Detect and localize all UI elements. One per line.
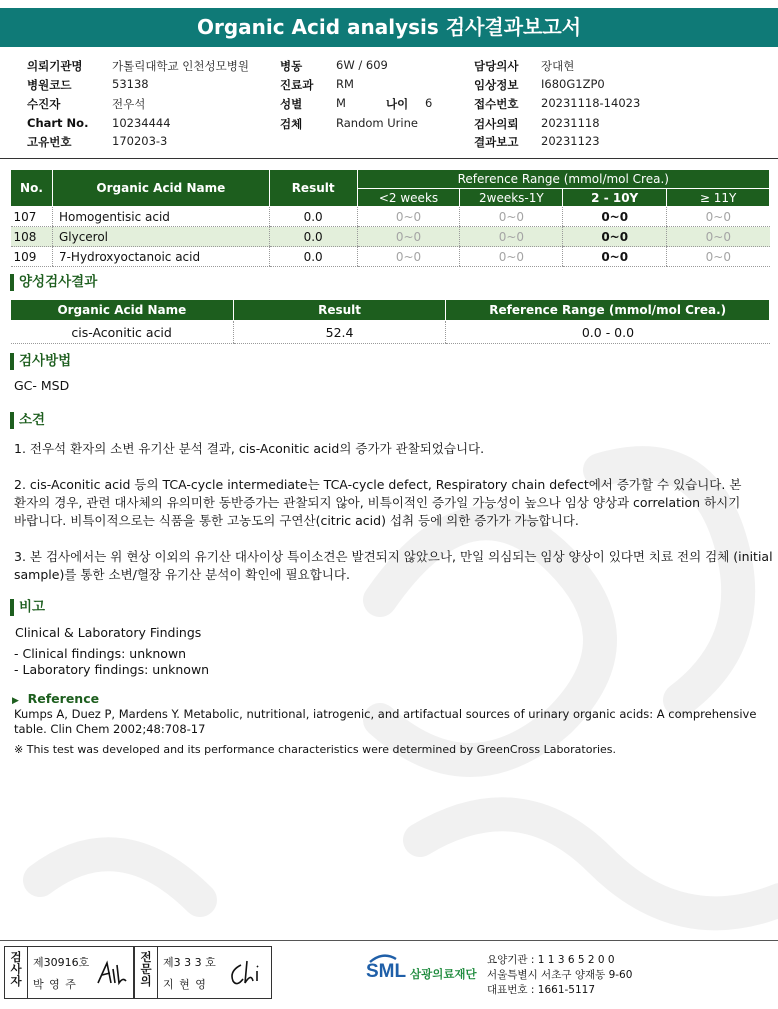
label-report-date: 결과보고 xyxy=(474,135,519,149)
patient-info xyxy=(0,54,778,154)
remarks-line3: - Laboratory findings: unknown xyxy=(14,662,210,677)
signature-image xyxy=(227,957,267,989)
value-doctor: 장대현 xyxy=(541,59,575,73)
cell-ref-3: 0~0 xyxy=(563,227,667,247)
value-clinical-info: I680G1ZP0 xyxy=(541,77,605,91)
role-specialist-text: 전문의 xyxy=(140,950,152,988)
table-row xyxy=(11,321,770,344)
value-institution: 가톨릭대학교 인천성모병원 xyxy=(112,59,249,73)
cell-result: 0.0 xyxy=(269,247,357,267)
signature-image xyxy=(95,957,129,989)
cell-ref-2: 0~0 xyxy=(460,207,563,227)
contact-line3: 대표번호 : 1661-5117 xyxy=(487,984,596,996)
sig-divider xyxy=(27,947,28,998)
label-department: 진료과 xyxy=(280,78,314,92)
cell-ref-4: 0~0 xyxy=(667,227,770,247)
reference-line2: table. Clin Chem 2002;48:708-17 xyxy=(14,722,206,736)
report-title: Organic Acid analysis 검사결과보고서 xyxy=(0,8,778,47)
cell-ref-2: 0~0 xyxy=(460,247,563,267)
cell-ref-1: 0~0 xyxy=(357,227,460,247)
method-text: GC- MSD xyxy=(14,378,70,393)
section-title-findings: 소견 xyxy=(10,412,45,429)
cell-no: 108 xyxy=(11,227,53,247)
reference-note-text: This test was developed and its performance characteristics were determined by GreenCross Laboratories. xyxy=(26,743,617,756)
reference-title: Reference xyxy=(27,691,100,706)
label-specimen: 검체 xyxy=(280,117,303,131)
cell-result: 0.0 xyxy=(269,207,357,227)
table-row xyxy=(11,227,770,247)
table-row xyxy=(11,247,770,267)
reference-note xyxy=(14,742,616,757)
contact-info xyxy=(487,953,632,998)
cell-result: 0.0 xyxy=(269,227,357,247)
signature-box-specialist xyxy=(134,946,272,999)
col-header-name: Organic Acid Name xyxy=(52,170,269,207)
reference-line1: Kumps A, Duez P, Mardens Y. Metabolic, nutritional, iatrogenic, and artifactual sources of urinary organic acids: A comprehensive xyxy=(14,707,757,721)
sig-divider xyxy=(157,947,158,998)
footer-divider xyxy=(0,940,778,941)
col-header-no: No. xyxy=(11,170,53,207)
col-header-name: Organic Acid Name xyxy=(11,300,234,321)
cell-reference: 0.0 - 0.0 xyxy=(446,321,770,344)
value-department: RM xyxy=(336,77,354,91)
cell-name: cis-Aconitic acid xyxy=(11,321,234,344)
label-request-date: 검사의뢰 xyxy=(474,117,519,131)
findings-p3-line1: 3. 본 검사에서는 위 현상 이외의 유기산 대사이상 특이소견은 발견되지 않았으나, 만일 의심되는 임상 양상이 있다면 치료 전의 검체 (initial xyxy=(14,549,773,564)
label-doctor: 담당의사 xyxy=(474,59,519,73)
name-technician: 박 영 주 xyxy=(33,978,77,991)
cell-ref-4: 0~0 xyxy=(667,207,770,227)
cell-ref-2: 0~0 xyxy=(460,227,563,247)
value-age: 6 xyxy=(425,96,433,110)
col-header-ref-2: 2weeks-1Y xyxy=(460,189,563,207)
organic-acid-table xyxy=(10,169,770,267)
col-header-result: Result xyxy=(233,300,446,321)
cell-no: 107 xyxy=(11,207,53,227)
value-chart-no: 10234444 xyxy=(112,116,171,130)
section-title-positive: 양성검사결과 xyxy=(10,274,97,291)
cell-ref-1: 0~0 xyxy=(357,247,460,267)
asterisk-icon: ※ xyxy=(14,743,24,756)
org-name: 삼광의료재단 xyxy=(410,967,477,981)
value-receipt-no: 20231118-14023 xyxy=(541,96,641,110)
cell-no: 109 xyxy=(11,247,53,267)
cell-result: 52.4 xyxy=(233,321,446,344)
remarks-line1: Clinical & Laboratory Findings xyxy=(15,625,202,640)
col-header-result: Result xyxy=(269,170,357,207)
remarks-line2: - Clinical findings: unknown xyxy=(14,646,187,661)
col-header-ref-4: ≥ 11Y xyxy=(667,189,770,207)
findings-p3-line2: sample)를 통한 소변/혈장 유기산 분석이 확인에 필요합니다. xyxy=(14,567,350,582)
value-unique-no: 170203-3 xyxy=(112,134,168,148)
value-sex: M xyxy=(336,96,346,110)
value-hospital-code: 53138 xyxy=(112,77,149,91)
reference-heading xyxy=(12,691,99,706)
label-unique-no: 고유번호 xyxy=(27,135,72,149)
section-title-method: 검사방법 xyxy=(10,353,71,370)
col-header-reference: Reference Range (mmol/mol Crea.) xyxy=(446,300,770,321)
label-chart-no: Chart No. xyxy=(27,116,89,130)
col-header-reference: Reference Range (mmol/mol Crea.) xyxy=(357,170,769,189)
label-patient: 수진자 xyxy=(27,97,61,111)
section-title-remarks: 비고 xyxy=(10,599,45,616)
value-ward: 6W / 609 xyxy=(336,58,388,72)
value-specimen: Random Urine xyxy=(336,116,418,130)
role-technician-text: 검사자 xyxy=(10,950,22,988)
license-technician: 제30916호 xyxy=(33,956,90,969)
findings-p2-line2: 환자의 경우, 관련 대사체의 유의미한 동반증가는 관찰되지 않아, 비특이적인 증가일 가능성이 높으나 임상 양상과 correlation 하시기 xyxy=(14,495,741,510)
contact-line1: 요양기관 : 1 1 3 6 5 2 0 0 xyxy=(487,954,615,966)
findings-p2-line1: 2. cis-Aconitic acid 등의 TCA-cycle intermediate는 TCA-cycle defect, Respiratory chain defect에서 증가할 수 있습니다. 본 xyxy=(14,477,742,492)
cell-name: Homogentisic acid xyxy=(52,207,269,227)
name-specialist: 지 현 영 xyxy=(163,978,207,991)
logo-sml: SML xyxy=(366,961,407,982)
findings-p1: 1. 전우석 환자의 소변 유기산 분석 결과, cis-Aconitic acid의 증가가 관찰되었습니다. xyxy=(14,441,485,456)
value-patient: 전우석 xyxy=(112,97,146,111)
label-sex: 성별 xyxy=(280,97,303,111)
label-receipt-no: 접수번호 xyxy=(474,97,519,111)
cell-ref-3: 0~0 xyxy=(563,207,667,227)
label-clinical-info: 임상정보 xyxy=(474,78,519,92)
license-specialist: 제3 3 3 호 xyxy=(163,956,216,969)
org-logo xyxy=(364,953,484,987)
contact-line2: 서울특별시 서초구 양재동 9-60 xyxy=(487,969,633,981)
triangle-icon: ▶ xyxy=(12,696,19,706)
findings-p2-line3: 바랍니다. 비특이적으로는 식품을 통한 고농도의 구연산(citric acid) 섭취 등에 의한 증가가 가능합니다. xyxy=(14,513,579,528)
label-hospital-code: 병원코드 xyxy=(27,78,72,92)
col-header-ref-1: <2 weeks xyxy=(357,189,460,207)
col-header-ref-3: 2 - 10Y xyxy=(563,189,667,207)
label-institution: 의뢰기관명 xyxy=(27,59,83,73)
divider xyxy=(0,158,778,159)
positive-results-table xyxy=(10,299,770,344)
signature-box-technician xyxy=(4,946,134,999)
value-request-date: 20231118 xyxy=(541,116,600,130)
cell-ref-1: 0~0 xyxy=(357,207,460,227)
label-age: 나이 xyxy=(386,97,409,111)
role-technician xyxy=(7,951,25,987)
role-specialist xyxy=(137,951,155,987)
value-report-date: 20231123 xyxy=(541,134,600,148)
label-ward: 병동 xyxy=(280,59,303,73)
cell-ref-4: 0~0 xyxy=(667,247,770,267)
cell-ref-3: 0~0 xyxy=(563,247,667,267)
table-row xyxy=(11,207,770,227)
cell-name: 7-Hydroxyoctanoic acid xyxy=(52,247,269,267)
cell-name: Glycerol xyxy=(52,227,269,247)
